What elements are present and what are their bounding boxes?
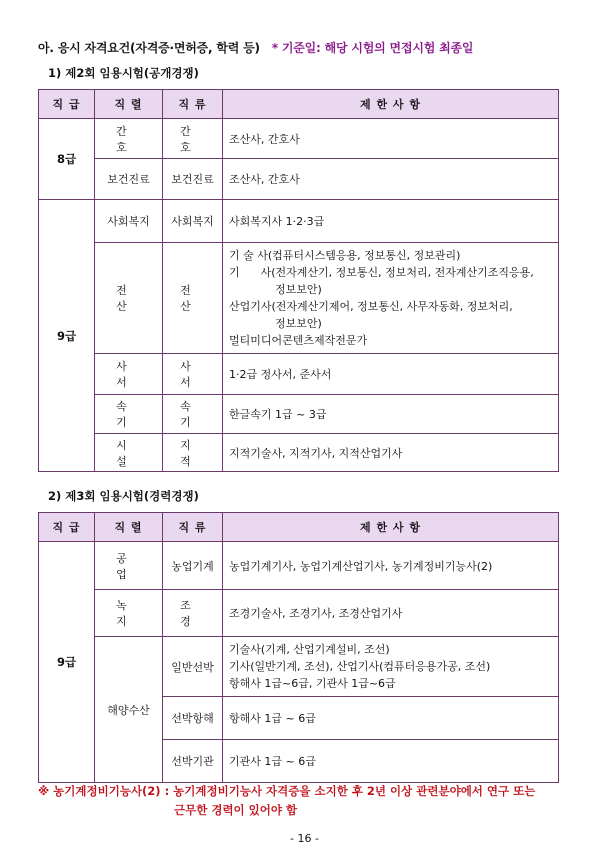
series-cell: 공 업 xyxy=(95,542,163,590)
grade-cell: 9급 xyxy=(39,542,95,783)
restriction-cell xyxy=(223,243,559,354)
table-row xyxy=(39,243,559,354)
table-row xyxy=(39,542,559,590)
category-cell: 전 산 xyxy=(163,243,223,354)
section-heading xyxy=(38,39,473,56)
restriction-cell: 항해사 1급 ~ 6급 xyxy=(223,697,559,740)
career-competition-table xyxy=(38,512,559,783)
restriction-cell: 한글속기 1급 ~ 3급 xyxy=(223,395,559,434)
header-series: 직 렬 xyxy=(95,90,163,119)
series-cell: 녹 지 xyxy=(95,590,163,637)
header-category: 직 류 xyxy=(163,513,223,542)
restriction-line: 기 사(전자계산기, 정보통신, 정보처리, 전자계산기조직응용, xyxy=(229,266,534,279)
section-heading-title: 아. 응시 자격요건(자격증·면허증, 학력 등) xyxy=(38,41,260,55)
restriction-line: 기술사(기계, 산업기계설비, 조선) xyxy=(229,643,390,656)
restriction-cell: 조산사, 간호사 xyxy=(223,119,559,159)
category-cell: 지 적 xyxy=(163,434,223,472)
section1-title: 1) 제2회 임용시험(공개경쟁) xyxy=(48,66,199,80)
restriction-cell xyxy=(223,637,559,697)
table-row xyxy=(39,395,559,434)
footnote xyxy=(38,782,578,820)
restriction-cell: 조경기술사, 조경기사, 조경산업기사 xyxy=(223,590,559,637)
restriction-cell: 1·2급 정사서, 준사서 xyxy=(223,354,559,395)
table-header-row xyxy=(39,513,559,542)
series-cell: 시 설 xyxy=(95,434,163,472)
header-category: 직 류 xyxy=(163,90,223,119)
series-cell: 사 서 xyxy=(95,354,163,395)
category-cell: 속 기 xyxy=(163,395,223,434)
series-cell: 간 호 xyxy=(95,119,163,159)
category-cell: 농업기계 xyxy=(163,542,223,590)
table-row xyxy=(39,119,559,159)
category-cell: 선박항해 xyxy=(163,697,223,740)
category-cell: 조 경 xyxy=(163,590,223,637)
category-cell: 사 서 xyxy=(163,354,223,395)
category-cell: 선박기관 xyxy=(163,740,223,783)
header-restriction: 제 한 사 항 xyxy=(223,90,559,119)
series-cell: 사회복지 xyxy=(95,200,163,243)
table-header-row xyxy=(39,90,559,119)
footnote-line-1: ※ 농기계정비기능사(2) : 농기계정비기능사 자격증을 소지한 후 2년 이상 관련분야에서 연구 또는 xyxy=(38,784,536,798)
restriction-line: 기 술 사(컴퓨터시스템응용, 정보통신, 정보관리) xyxy=(229,249,461,262)
restriction-line: 멀티미디어콘텐츠제작전문가 xyxy=(229,334,368,347)
header-restriction: 제 한 사 항 xyxy=(223,513,559,542)
series-cell: 전 산 xyxy=(95,243,163,354)
series-cell: 해양수산 xyxy=(95,637,163,783)
table-row xyxy=(39,637,559,697)
restriction-line: 정보보안) xyxy=(275,283,322,296)
header-grade: 직 급 xyxy=(39,90,95,119)
footnote-line-2: 근무한 경력이 있어야 함 xyxy=(174,803,298,817)
restriction-line: 정보보안) xyxy=(275,317,322,330)
page-number: - 16 - xyxy=(290,832,319,845)
grade-cell: 8급 xyxy=(39,119,95,200)
restriction-line: 항해사 1급~6급, 기관사 1급~6급 xyxy=(229,677,396,690)
category-cell: 간 호 xyxy=(163,119,223,159)
header-grade: 직 급 xyxy=(39,513,95,542)
table-row xyxy=(39,159,559,200)
open-competition-table xyxy=(38,89,559,472)
table-row xyxy=(39,590,559,637)
reference-date-note: * 기준일: 해당 시험의 면접시험 최종일 xyxy=(271,41,474,55)
category-cell: 사회복지 xyxy=(163,200,223,243)
restriction-cell: 사회복지사 1·2·3급 xyxy=(223,200,559,243)
table-row xyxy=(39,434,559,472)
restriction-line: 산업기사(전자계산기제어, 정보통신, 사무자동화, 정보처리, xyxy=(229,300,513,313)
table-row xyxy=(39,200,559,243)
restriction-cell: 기관사 1급 ~ 6급 xyxy=(223,740,559,783)
table-row xyxy=(39,354,559,395)
restriction-cell: 지적기술사, 지적기사, 지적산업기사 xyxy=(223,434,559,472)
category-cell: 보건진료 xyxy=(163,159,223,200)
category-cell: 일반선박 xyxy=(163,637,223,697)
section2-title: 2) 제3회 임용시험(경력경쟁) xyxy=(48,489,199,503)
restriction-cell: 농업기계기사, 농업기계산업기사, 농기계정비기능사(2) xyxy=(223,542,559,590)
restriction-cell: 조산사, 간호사 xyxy=(223,159,559,200)
grade-cell: 9급 xyxy=(39,200,95,472)
header-series: 직 렬 xyxy=(95,513,163,542)
series-cell: 속 기 xyxy=(95,395,163,434)
restriction-line: 기사(일반기계, 조선), 산업기사(컴퓨터응용가공, 조선) xyxy=(229,660,491,673)
series-cell: 보건진료 xyxy=(95,159,163,200)
